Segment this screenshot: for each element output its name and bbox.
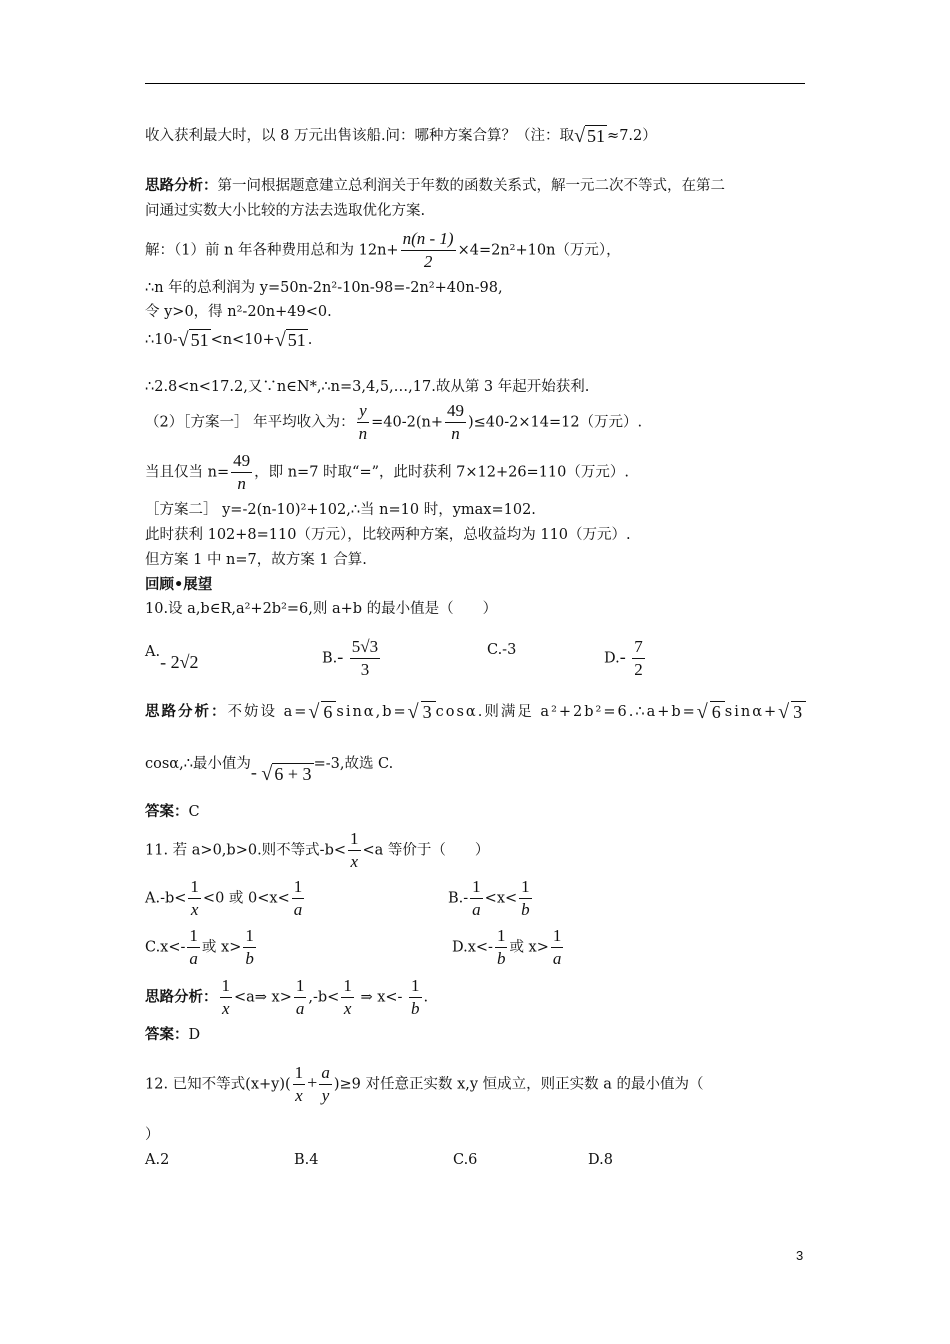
option-c: C.x<- $\frac{1}{a}$ 或 x> $\frac{1}{b}$ [145, 926, 254, 968]
text: （2）［方案一］ 年平均收入为： [145, 414, 355, 431]
question-stem: 12. 已知不等式(x+y)( $\frac{1}{x}$ + $\frac{a}{y}$ )≥9 对任意正实数 x,y 恒成立，则正实数 a 的最小值为（ [145, 1063, 704, 1105]
text: ∴10- [145, 332, 178, 348]
question-stem: 10.设 a,b∈R,a²+2b²=6,则 a+b 的最小值是（ ） [145, 601, 498, 617]
answer-line: 答案：D [145, 1027, 201, 1043]
text-line: ∴2.8<n<17.2,又∵n∈N*,∴n=3,4,5,…,17.故从第 3 年起开始获利. [145, 379, 590, 395]
option-d: D.x<- $\frac{1}{b}$ 或 x> $\frac{1}{a}$ [452, 926, 562, 968]
text-line: 但方案 1 中 n=7，故方案 1 合算. [145, 552, 367, 568]
text-line: ∴n 年的总利润为 y=50n-2n²-10n-98=-2n²+40n-98, [145, 280, 503, 296]
option-a: A.- 2√2 [145, 644, 199, 672]
sqrt-expr: √ 51 [574, 125, 606, 147]
page-number: 3 [796, 1248, 804, 1263]
option-c: C.-3 [487, 642, 517, 658]
option-b: B.- $\frac{1}{a}$ <x< $\frac{1}{b}$ [448, 877, 530, 919]
question-stem: 11. 若 a>0,b>0.则不等式-b< $\frac{1}{x}$ <a 等价于（ ） [145, 829, 490, 871]
section-heading: 回顾•展望 [145, 577, 213, 593]
fraction: $\frac{y}{n}$ [358, 401, 368, 443]
text: =40-2(n+ [371, 414, 443, 431]
text: 当且仅当 n= [145, 464, 230, 481]
text-line [145, 330, 312, 350]
fraction: $\frac{n(n - 1)}{2}$ [402, 229, 454, 271]
text-line [145, 176, 725, 196]
option-b: B.4 [294, 1152, 319, 1168]
sqrt-expr: √ 51 [274, 329, 306, 351]
text: 收入获利最大时，以 8 万元出售该船.问：哪种方案合算？（注：取 [145, 128, 575, 144]
fraction: $\frac{49}{n}$ [446, 401, 464, 443]
option-d: D.8 [588, 1152, 613, 1168]
text-line [145, 228, 621, 273]
text-line: ［方案二］ y=-2(n-10)²+102,∴当 n=10 时，ymax=102. [145, 502, 536, 518]
text: )≤40-2×14=12（万元）. [467, 414, 643, 431]
fraction: $\frac{5√3}{3}$ [351, 637, 379, 679]
option-b: B.- $\frac{5√3}{3}$ [322, 637, 379, 679]
text: ≈7.2） [607, 128, 657, 144]
header-rule [145, 83, 805, 84]
text: <n<10+ [210, 332, 275, 348]
option-c: C.6 [453, 1152, 478, 1168]
analysis-line: 思路分析：不妨设 a=√ 6 sinα,b=√ 3 cosα.则满足 a²+2b²=6.∴a+b=√ 6 sinα+√ 3 [145, 701, 805, 723]
sqrt-expr: √ 51 [177, 329, 209, 351]
section-label: 思路分析： [145, 178, 218, 194]
answer-line: 答案：C [145, 804, 200, 820]
fraction: $\frac{1}{x}$ [350, 829, 359, 871]
fraction: $\frac{49}{n}$ [233, 451, 251, 493]
analysis-line: cosα,∴最小值为- √ 6 + 3 =-3,故选 C. [145, 756, 394, 785]
text-line [145, 126, 657, 146]
analysis-line: 思路分析： $\frac{1}{x}$ <a⇒ x> $\frac{1}{a}$ ,-b< $\frac{1}{x}$ ⇒ x<- $\frac{1}{b}$ . [145, 976, 429, 1018]
option-d: D.- $\frac{7}{2}$ [604, 637, 643, 679]
text: . [307, 332, 313, 348]
text-line: 令 y>0，得 n²-20n+49<0. [145, 304, 332, 320]
text-line: 问通过实数大小比较的方法去选取优化方案. [145, 203, 426, 219]
option-a: A.2 [145, 1152, 170, 1168]
text: 解：（1）前 n 年各种费用总和为 12n+ [145, 242, 399, 259]
text: ×4=2n²+10n（万元）， [457, 242, 621, 259]
option-a: A.-b< $\frac{1}{x}$ <0 或 0<x< $\frac{1}{a}$ [145, 877, 303, 919]
text: ，即 n=7 时取“=”，此时获利 7×12+26=110（万元）. [254, 464, 629, 481]
text-line [145, 450, 629, 495]
fraction: $\frac{7}{2}$ [634, 637, 643, 679]
text-line: 此时获利 102+8=110（万元），比较两种方案，总收益均为 110（万元）. [145, 527, 631, 543]
text: 第一问根据题意建立总利润关于年数的函数关系式，解一元二次不等式，在第二 [217, 178, 725, 194]
text-line [145, 400, 642, 445]
question-stem: ） [145, 1127, 160, 1143]
